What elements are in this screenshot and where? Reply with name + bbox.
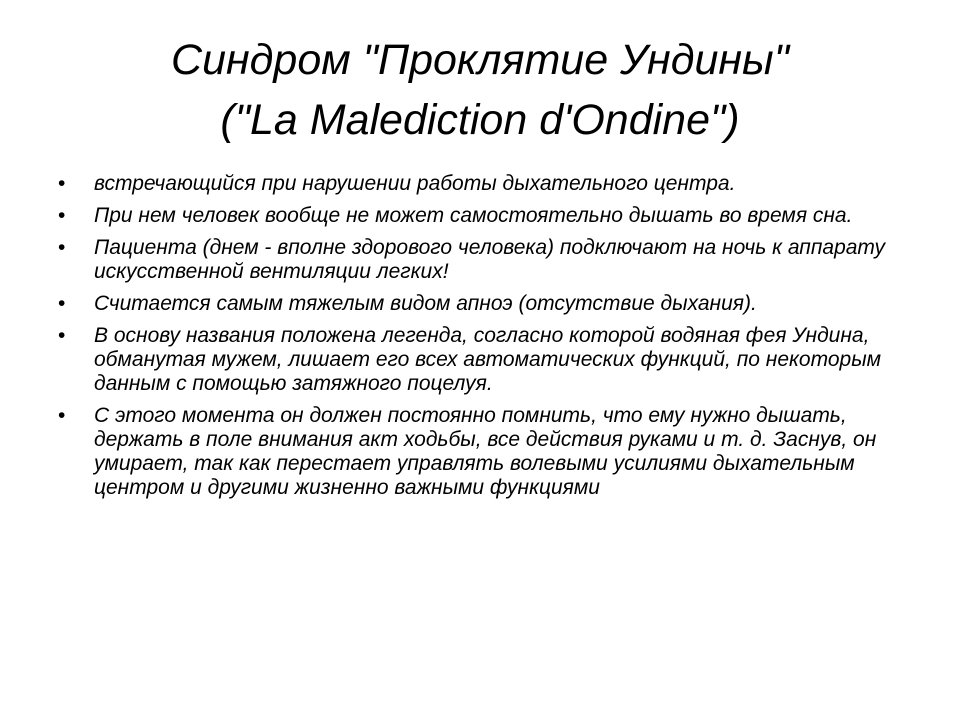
bullet-text: Пациента (днем - вполне здорового человека) подключают на ночь к аппарату искусственной вентиляции легких! <box>94 236 885 283</box>
slide-title-line-1: Синдром "Проклятие Ундины" <box>171 36 789 84</box>
slide-title <box>0 30 960 150</box>
bullet-icon: • <box>58 204 66 227</box>
bullet-icon: • <box>58 324 66 347</box>
bullet-icon: • <box>58 236 66 259</box>
bullet-item <box>58 204 898 228</box>
bullet-icon: • <box>58 404 66 427</box>
bullet-item <box>58 236 898 284</box>
bullet-text: При нем человек вообще не может самостоятельно дышать во время сна. <box>94 204 853 227</box>
bullet-item <box>58 324 898 396</box>
bullet-item <box>58 404 898 500</box>
bullet-text: встречающийся при нарушении работы дыхательного центра. <box>94 172 736 195</box>
bullet-item <box>58 172 898 196</box>
bullet-text: Считается самым тяжелым видом апноэ (отсутствие дыхания). <box>94 292 757 315</box>
bullet-icon: • <box>58 292 66 315</box>
bullet-list <box>58 172 898 508</box>
slide-title-line-2: ("La Malediction d'Ondine") <box>220 96 740 144</box>
bullet-text: В основу названия положена легенда, согласно которой водяная фея Ундина, обманутая мужем, лишает его всех автоматических функций, по некоторым данным с помощью затяжного поцелуя. <box>94 324 882 395</box>
bullet-icon: • <box>58 172 66 195</box>
bullet-text: С этого момента он должен постоянно помнить, что ему нужно дышать, держать в поле внимания акт ходьбы, все действия руками и т. д. Заснув, он умирает, так как перестает управлять волевыми усилиями дыхательным центром и другими жизненно важными функциями <box>94 404 877 499</box>
bullet-item <box>58 292 898 316</box>
